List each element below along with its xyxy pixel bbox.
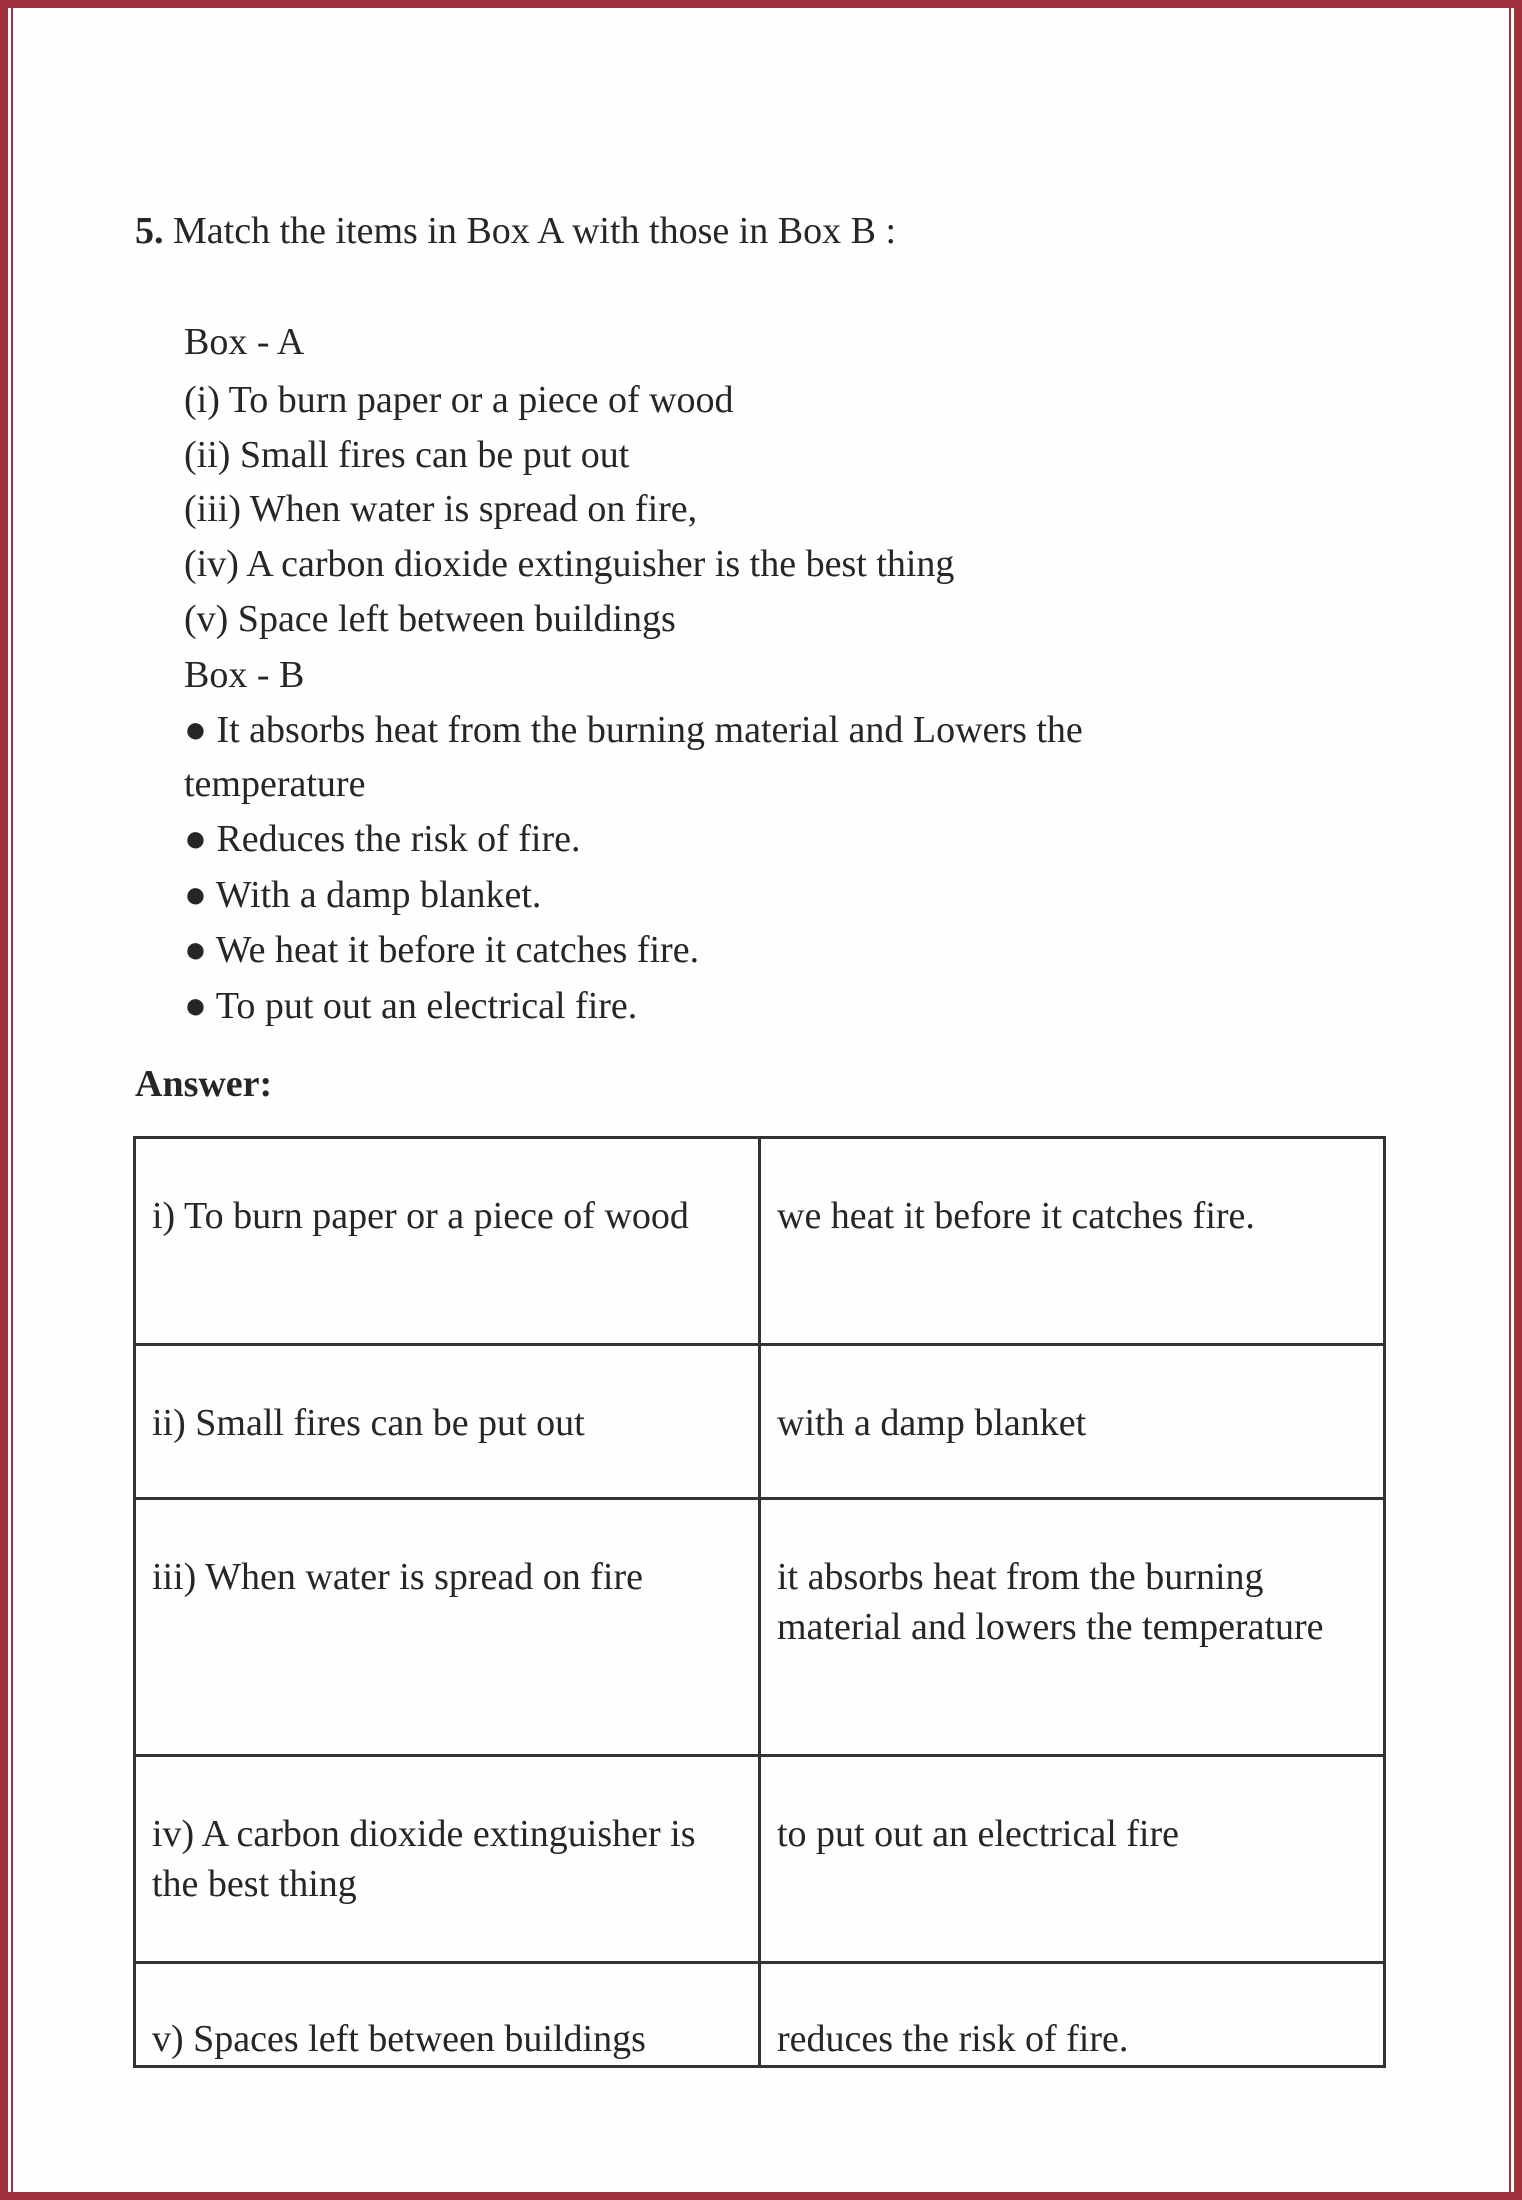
box-b-item — [184, 981, 637, 1031]
box-b-item-text: With a damp blanket. — [215, 874, 542, 916]
box-a-item: (v) Space left between buildings — [184, 598, 676, 640]
box-a-item: (i) To burn paper or a piece of wood — [184, 379, 734, 421]
cell-box-b: we heat it before it catches fire. — [760, 1138, 1385, 1345]
answer-table — [133, 1136, 1386, 2068]
box-a-item: (iv) A carbon dioxide extinguisher is the best thing — [184, 543, 955, 585]
bullet-icon: ● — [184, 929, 207, 971]
bullet-icon: ● — [184, 985, 207, 1027]
table-row — [135, 1499, 1385, 1756]
bullet-icon: ● — [184, 709, 207, 751]
cell-box-a: iv) A carbon dioxide extinguisher is the best thing — [135, 1756, 760, 1963]
box-b-item-text: To put out an electrical fire. — [215, 985, 638, 1027]
cell-box-b: to put out an electrical fire — [760, 1756, 1385, 1963]
box-b-item — [184, 814, 581, 864]
box-b-item-continued: temperature — [184, 763, 366, 805]
box-a-item: (iii) When water is spread on fire, — [184, 488, 698, 530]
cell-box-a: v) Spaces left between buildings — [135, 1963, 760, 2067]
question-heading — [135, 206, 896, 256]
answer-label: Answer: — [135, 1063, 273, 1105]
cell-box-a: iii) When water is spread on fire — [135, 1499, 760, 1756]
table-row — [135, 1963, 1385, 2067]
table-row — [135, 1756, 1385, 1963]
box-b-item — [184, 870, 541, 920]
table-row — [135, 1138, 1385, 1345]
bullet-icon: ● — [184, 818, 207, 860]
cell-box-b: it absorbs heat from the burning material and lowers the temperature — [760, 1499, 1385, 1756]
question-text: Match the items in Box A with those in Box B : — [173, 210, 897, 252]
box-a-title: Box - A — [184, 321, 305, 363]
box-b-item-text: Reduces the risk of fire. — [216, 818, 581, 860]
cell-box-b: reduces the risk of fire. — [760, 1963, 1385, 2067]
box-b-item-text: We heat it before it catches fire. — [215, 929, 700, 971]
table-row — [135, 1345, 1385, 1499]
cell-box-a: i) To burn paper or a piece of wood — [135, 1138, 760, 1345]
cell-box-a: ii) Small fires can be put out — [135, 1345, 760, 1499]
box-b-item-text: It absorbs heat from the burning material and Lowers the — [216, 709, 1083, 751]
cell-box-b: with a damp blanket — [760, 1345, 1385, 1499]
bullet-icon: ● — [184, 874, 207, 916]
box-b-item — [184, 705, 1083, 755]
box-a-item: (ii) Small fires can be put out — [184, 434, 630, 476]
question-number: 5. — [135, 210, 164, 252]
box-b-title: Box - B — [184, 654, 305, 696]
box-b-item — [184, 925, 699, 975]
